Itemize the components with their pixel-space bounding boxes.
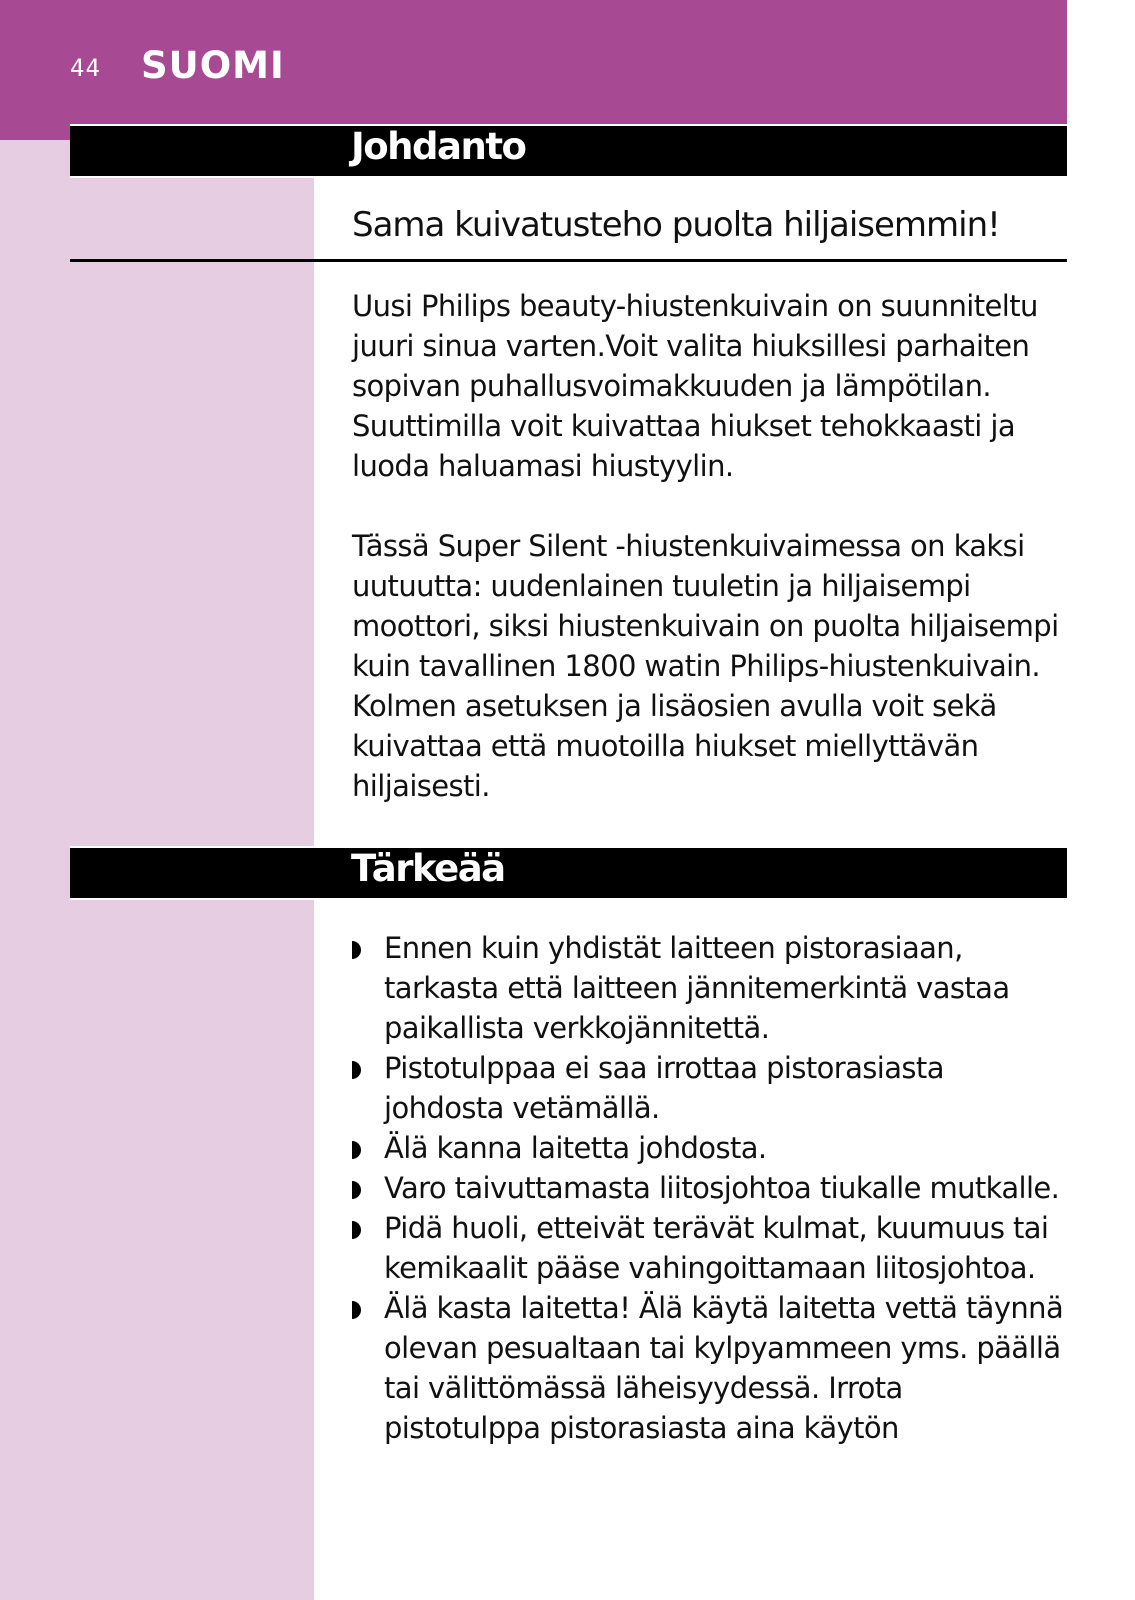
list-item-text: Varo taivuttamasta liitosjohtoa tiukalle mutkalle. [384, 1171, 1060, 1205]
list-item [352, 1128, 1067, 1168]
list-item-text: Ennen kuin yhdistät laitteen pistorasiaan, tarkasta että laitteen jännitemerkintä vastaa paikallista verkkojännitettä. [384, 931, 1010, 1045]
list-item-text: Pistotulppaa ei saa irrottaa pistorasiasta johdosta vetämällä. [384, 1051, 944, 1125]
page-number: 44 [70, 54, 101, 82]
list-item-text: Älä kasta laitetta! Älä käytä laitetta vettä täynnä olevan pesualtaan tai kylpyammeen yms. päällä tai välittömässä läheisyydessä. Irrota pistotulppa pistorasiasta aina käytön [384, 1291, 1064, 1445]
intro-paragraph: Tässä Super Silent -hiustenkuivaimessa on kaksi uutuutta: uudenlainen tuuletin ja hiljaisempi moottori, siksi hiustenkuivain on puolta hiljaisempi kuin tavallinen 1800 watin Philips-hiustenkuivain. Kolmen asetuksen ja lisäosien avulla voit sekä kuivattaa että muotoilla hiukset miellyttävän hiljaisesti. [352, 529, 1059, 803]
list-item [352, 1208, 1067, 1288]
intro-subtitle: Sama kuivatusteho puolta hiljaisemmin! [352, 205, 1000, 245]
list-item [352, 928, 1067, 1048]
list-item [352, 1168, 1067, 1208]
important-section-title: Tärkeää [351, 847, 505, 890]
bullet-icon [352, 1141, 361, 1159]
intro-paragraph: Uusi Philips beauty-hiustenkuivain on suunniteltu juuri sinua varten.Voit valita hiuksillesi parhaiten sopivan puhallusvoimakkuuden ja lämpötilan. Suuttimilla voit kuivattaa hiukset tehokkaasti ja luoda haluamasi hiustyylin. [352, 289, 1038, 483]
bullet-icon [352, 1301, 361, 1319]
important-list [352, 928, 1067, 1448]
subtitle-divider [70, 259, 1067, 262]
header-band-notch [0, 126, 70, 140]
side-band [0, 0, 314, 1600]
list-item-text: Älä kanna laitetta johdosta. [384, 1131, 767, 1165]
important-section-bar [70, 848, 1067, 898]
list-item [352, 1048, 1067, 1128]
intro-body [352, 286, 1067, 846]
bullet-icon [352, 941, 361, 959]
language-label: SUOMI [141, 44, 285, 87]
bullet-icon [352, 1221, 361, 1239]
intro-section-title: Johdanto [351, 125, 526, 168]
bullet-icon [352, 1181, 361, 1199]
intro-section-bar [70, 126, 1067, 176]
list-item [352, 1288, 1067, 1448]
list-item-text: Pidä huoli, etteivät terävät kulmat, kuumuus tai kemikaalit pääse vahingoittamaan liitosjohtoa. [384, 1211, 1049, 1285]
bullet-icon [352, 1061, 361, 1079]
